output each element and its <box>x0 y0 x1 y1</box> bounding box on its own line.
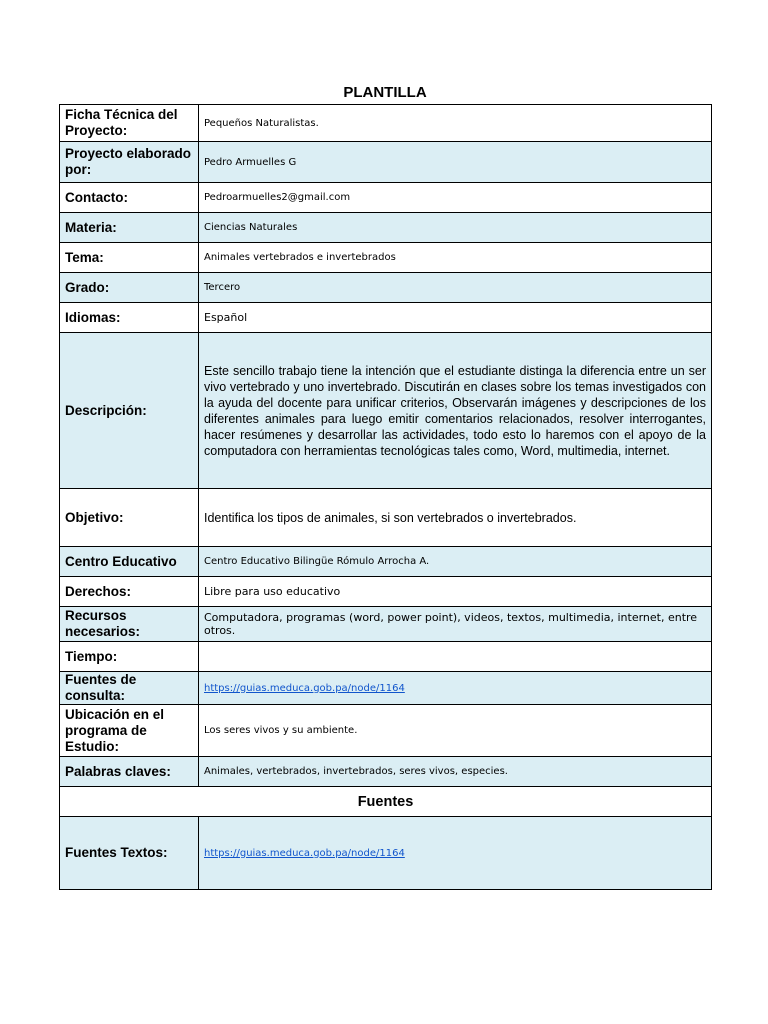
page-title: PLANTILLA <box>343 84 427 101</box>
row-value: Libre para uso educativo <box>199 577 712 607</box>
row-label: Derechos: <box>60 577 199 607</box>
row-value <box>199 672 712 705</box>
objective-text: Identifica los tipos de animales, si son vertebrados o invertebrados. <box>199 489 712 547</box>
table-row <box>60 817 712 890</box>
table-row <box>60 787 712 817</box>
row-value: Ciencias Naturales <box>199 213 712 243</box>
table-row <box>60 672 712 705</box>
row-value: Computadora, programas (word, power point), videos, textos, multimedia, internet, entre otros. <box>199 607 712 642</box>
row-label: Palabras claves: <box>60 757 199 787</box>
row-label: Fuentes Textos: <box>60 817 199 890</box>
row-label: Objetivo: <box>60 489 199 547</box>
row-label: Materia: <box>60 213 199 243</box>
table-row <box>60 705 712 757</box>
row-value: Tercero <box>199 273 712 303</box>
row-label: Tema: <box>60 243 199 273</box>
table-row <box>60 105 712 142</box>
row-value: Pedroarmuelles2@gmail.com <box>199 183 712 213</box>
table-row <box>60 577 712 607</box>
table-row <box>60 142 712 183</box>
project-template-table <box>59 104 712 890</box>
row-label: Recursos necesarios: <box>60 607 199 642</box>
row-label: Ubicación en el programa de Estudio: <box>60 705 199 757</box>
table-row <box>60 547 712 577</box>
table-row <box>60 757 712 787</box>
row-value: Centro Educativo Bilingüe Rómulo Arrocha A. <box>199 547 712 577</box>
sources-link[interactable]: https://guias.meduca.gob.pa/node/1164 <box>204 682 405 694</box>
table-row <box>60 303 712 333</box>
fuentes-heading: Fuentes <box>60 787 712 817</box>
row-value <box>199 817 712 890</box>
table-row <box>60 213 712 243</box>
row-value: Animales, vertebrados, invertebrados, seres vivos, especies. <box>199 757 712 787</box>
row-value: Español <box>199 303 712 333</box>
table-row <box>60 183 712 213</box>
row-value <box>199 642 712 672</box>
table-row <box>60 273 712 303</box>
row-label: Grado: <box>60 273 199 303</box>
table-row <box>60 489 712 547</box>
row-label: Descripción: <box>60 333 199 489</box>
table-row <box>60 243 712 273</box>
table-row <box>60 607 712 642</box>
row-label: Idiomas: <box>60 303 199 333</box>
row-label: Fuentes de consulta: <box>60 672 199 705</box>
row-label: Contacto: <box>60 183 199 213</box>
table-row <box>60 333 712 489</box>
row-label: Proyecto elaborado por: <box>60 142 199 183</box>
fuentes-text-link[interactable]: https://guias.meduca.gob.pa/node/1164 <box>204 847 405 859</box>
row-value: Animales vertebrados e invertebrados <box>199 243 712 273</box>
row-value: Los seres vivos y su ambiente. <box>199 705 712 757</box>
row-label: Centro Educativo <box>60 547 199 577</box>
row-label: Tiempo: <box>60 642 199 672</box>
row-label: Ficha Técnica del Proyecto: <box>60 105 199 142</box>
row-value: Pequeños Naturalistas. <box>199 105 712 142</box>
description-text: Este sencillo trabajo tiene la intención que el estudiante distinga la diferencia entre un ser vivo vertebrado y uno invertebrado. Discutirán en clases sobre los temas investigados con la ayuda del docente para unificar criterios, Observarán imágenes y descripciones de los diferentes animales para luego emitir comentarios relacionados, resolver interrogantes, hacer resúmenes y desarrollar las actividades, todo esto lo haremos con el apoyo de la computadora con herramientas tecnológicas tales como, Word, multimedia, internet. <box>199 333 712 489</box>
table-row <box>60 642 712 672</box>
row-value: Pedro Armuelles G <box>199 142 712 183</box>
